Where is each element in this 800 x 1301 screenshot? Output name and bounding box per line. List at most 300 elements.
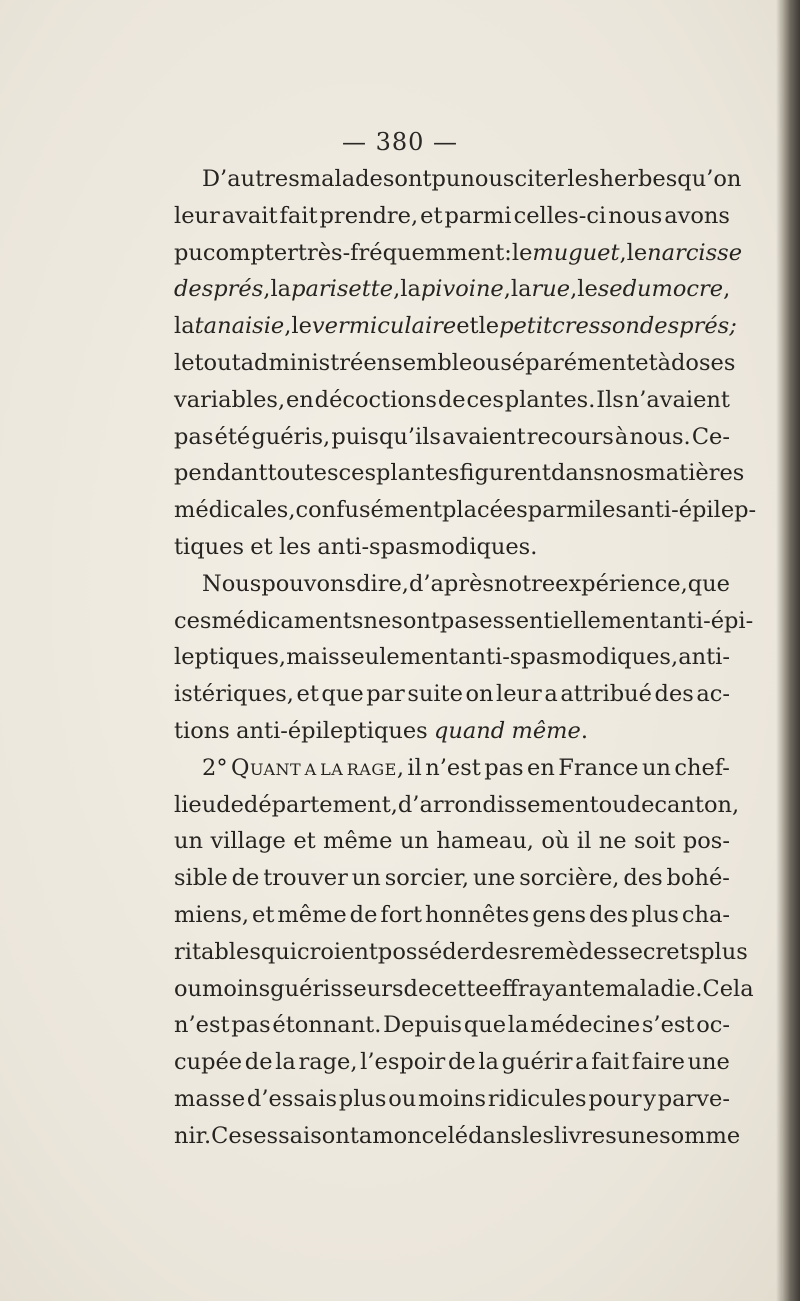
text-run: tiques	[174, 533, 244, 560]
text-line	[174, 713, 730, 750]
word	[331, 419, 441, 456]
text-run: les	[567, 166, 600, 192]
text-run: istériques,	[174, 681, 294, 708]
word	[286, 382, 314, 419]
text-run: décoctions	[314, 386, 437, 413]
word	[479, 603, 659, 640]
word	[263, 860, 348, 897]
italic-text: même	[511, 717, 581, 744]
word	[473, 860, 515, 897]
italic-text: muguet	[532, 239, 620, 266]
word	[352, 860, 381, 897]
word	[232, 860, 260, 897]
text-run: le	[511, 239, 533, 266]
word	[673, 271, 730, 308]
text-run: guérisseurs	[270, 975, 404, 1002]
word	[642, 750, 671, 787]
word	[527, 419, 614, 456]
italic-text: narcisse	[647, 239, 743, 266]
text-run: pas	[439, 607, 480, 634]
word	[174, 603, 211, 640]
text-run: matières	[644, 460, 745, 487]
text-run: gens	[532, 901, 587, 928]
word	[479, 308, 500, 345]
word	[460, 161, 514, 198]
text-run: lieu	[174, 791, 217, 818]
word	[659, 1118, 740, 1155]
text-run: une	[687, 1049, 730, 1076]
text-run: puisqu’ils	[331, 423, 441, 450]
text-run: il	[576, 828, 592, 855]
text-line	[174, 1007, 730, 1044]
text-run: ne	[598, 828, 627, 855]
text-run: la	[510, 276, 532, 303]
text-run: la	[507, 1012, 529, 1039]
word	[667, 860, 730, 897]
word	[279, 529, 311, 566]
word	[322, 1118, 359, 1155]
text-run: attribué	[560, 681, 652, 708]
word	[174, 1007, 230, 1044]
text-run: qui	[260, 938, 297, 965]
italic-text: quand	[434, 717, 506, 744]
word	[339, 455, 376, 492]
word	[420, 198, 442, 235]
word	[202, 750, 228, 787]
text-line	[174, 529, 730, 566]
word	[356, 566, 409, 603]
word	[295, 492, 442, 529]
italic-text: vermiculaire	[311, 313, 457, 340]
text-run: le	[291, 313, 312, 340]
text-run: Cela	[702, 975, 754, 1002]
word	[174, 676, 294, 713]
italic-text: cresson	[552, 313, 640, 340]
text-run: même	[323, 828, 393, 855]
text-run: des	[480, 938, 521, 965]
text-run: et	[250, 533, 273, 560]
text-run: été	[214, 423, 251, 450]
text-run: tout	[194, 349, 241, 376]
word	[440, 603, 479, 640]
word	[305, 750, 317, 787]
word	[174, 713, 230, 750]
word	[231, 750, 301, 787]
text-run: Ils	[596, 386, 624, 413]
text-run: maladie.	[605, 975, 703, 1002]
text-run: la	[400, 276, 421, 303]
word	[605, 455, 645, 492]
text-run: essentiellement	[479, 607, 659, 634]
word	[642, 1007, 695, 1044]
text-run: moins	[202, 975, 271, 1002]
text-run: médicales,	[174, 497, 296, 524]
word	[272, 1007, 381, 1044]
word	[644, 455, 744, 492]
word	[261, 566, 356, 603]
text-run: nous.	[629, 423, 691, 450]
text-line	[174, 823, 730, 860]
text-run: parve-	[657, 1085, 730, 1112]
word	[363, 603, 391, 640]
word	[567, 161, 599, 198]
text-run: de	[626, 791, 655, 818]
word	[174, 419, 213, 456]
word	[505, 382, 596, 419]
word	[347, 750, 404, 787]
text-run: France	[558, 754, 639, 781]
text-line	[174, 971, 754, 1008]
text-run: nous	[460, 166, 515, 192]
text-run: pas	[174, 423, 214, 450]
page-number: — 380 —	[341, 128, 459, 156]
word	[512, 235, 533, 272]
word	[231, 1007, 270, 1044]
word	[241, 345, 364, 382]
word	[245, 1044, 273, 1081]
text-run: tions	[174, 717, 230, 744]
text-run: secrets	[618, 938, 701, 965]
word	[514, 198, 607, 235]
word	[595, 492, 627, 529]
word	[599, 161, 677, 198]
text-run: pendant	[174, 460, 268, 487]
text-run: remèdes	[520, 938, 619, 965]
word	[418, 1081, 486, 1118]
word	[623, 860, 662, 897]
text-run: celles-ci	[513, 202, 607, 229]
word	[275, 1044, 296, 1081]
text-run: et	[296, 681, 319, 708]
word	[615, 419, 628, 456]
word	[577, 271, 598, 308]
text-run: honnêtes	[425, 901, 530, 928]
text-run: sont	[391, 607, 440, 634]
text-line	[174, 934, 748, 971]
word	[617, 1118, 659, 1155]
word	[312, 308, 456, 345]
text-run: plantes.	[504, 386, 596, 413]
word	[654, 787, 739, 824]
text-line	[174, 566, 730, 603]
word	[632, 1044, 685, 1081]
text-run: avaient	[442, 423, 526, 450]
word	[456, 308, 478, 345]
text-run: ,	[723, 276, 731, 303]
text-run: un	[351, 865, 381, 892]
word	[291, 271, 400, 308]
text-run: administré	[240, 349, 364, 376]
word	[388, 1081, 416, 1118]
word	[320, 198, 419, 235]
word	[598, 271, 673, 308]
text-run: n’avaient	[624, 386, 730, 413]
text-run: croient	[296, 938, 378, 965]
text-run: avons	[664, 202, 730, 229]
body-text	[174, 161, 757, 1155]
word	[522, 1118, 554, 1155]
word	[261, 934, 297, 971]
word	[591, 1044, 629, 1081]
word	[484, 750, 523, 787]
word	[174, 639, 286, 676]
text-run: parmi	[527, 497, 595, 524]
text-run: le	[174, 349, 195, 376]
word	[519, 860, 619, 897]
text-run: sorcier,	[384, 865, 470, 892]
word	[174, 897, 249, 934]
text-run: en	[285, 386, 314, 413]
word	[436, 823, 534, 860]
italic-text: ocre	[672, 276, 724, 303]
text-run: nir.	[174, 1122, 212, 1149]
word	[643, 1081, 656, 1118]
text-run: anti-épileptiques	[236, 717, 428, 744]
text-run: fait	[591, 1049, 630, 1076]
word	[174, 787, 216, 824]
word	[679, 308, 737, 345]
text-run: qu’on	[677, 166, 742, 192]
text-line	[174, 455, 745, 492]
word	[512, 713, 588, 750]
text-run: les	[278, 533, 312, 560]
text-run: fait	[279, 202, 318, 229]
text-line	[174, 419, 730, 456]
word	[442, 492, 528, 529]
text-run: le	[626, 239, 648, 266]
text-run: que	[687, 570, 730, 597]
text-run: Nous	[202, 570, 262, 597]
word	[683, 823, 730, 860]
word	[502, 1044, 573, 1081]
text-run: D’autres	[202, 166, 300, 192]
text-run: village	[210, 828, 286, 855]
small-caps-text: Quant	[231, 754, 302, 781]
text-run: leptiques,	[174, 644, 287, 671]
text-run: pour	[588, 1085, 642, 1112]
word	[425, 750, 481, 787]
word	[527, 750, 555, 787]
word	[528, 492, 595, 529]
text-line	[174, 198, 730, 235]
word	[532, 235, 626, 272]
word	[202, 971, 270, 1008]
text-run: notre	[493, 570, 556, 597]
text-run: la	[270, 276, 292, 303]
word	[514, 161, 567, 198]
word	[434, 713, 505, 750]
word	[321, 676, 363, 713]
text-run: ,	[570, 276, 578, 303]
text-run: y	[643, 1085, 656, 1112]
text-run: un	[399, 828, 429, 855]
text-run: nos	[604, 460, 645, 487]
text-run: bohé-	[666, 865, 730, 892]
word	[488, 1081, 587, 1118]
text-run: hameau,	[436, 828, 534, 855]
small-caps-text: rage	[346, 754, 397, 781]
text-run: département,	[243, 791, 398, 818]
text-run: ridicules	[487, 1085, 587, 1112]
text-run: compter	[202, 239, 298, 266]
text-run: ou	[388, 1085, 417, 1112]
word	[448, 1044, 476, 1081]
word	[407, 750, 421, 787]
text-run: et	[456, 313, 479, 340]
text-run: il	[407, 754, 422, 781]
word	[560, 676, 652, 713]
word	[277, 897, 346, 934]
text-run: toutes	[267, 460, 339, 487]
text-run: ensemble	[363, 349, 473, 376]
italic-text: parisette	[291, 276, 394, 303]
word	[520, 934, 618, 971]
text-run: de	[437, 386, 466, 413]
text-run: figurent	[459, 460, 551, 487]
text-run: 2°	[202, 754, 228, 781]
word	[671, 345, 735, 382]
text-run: guéris,	[251, 423, 331, 450]
word	[558, 750, 638, 787]
word	[339, 1081, 387, 1118]
text-run: suite	[407, 681, 463, 708]
text-run: Ce-	[691, 423, 730, 450]
italic-text: pivoine	[420, 276, 504, 303]
text-run: cupée	[174, 1049, 243, 1076]
word	[425, 897, 529, 934]
word	[340, 639, 458, 676]
text-run: seulement	[339, 644, 458, 671]
word	[300, 161, 395, 198]
text-run: a	[544, 681, 558, 708]
word	[696, 1007, 730, 1044]
word	[599, 823, 627, 860]
text-run: d’essais	[246, 1085, 338, 1112]
text-run: somme	[659, 1122, 741, 1149]
text-run: anti-spasmodiques.	[317, 533, 538, 560]
text-run: masse	[174, 1085, 246, 1112]
word	[489, 971, 605, 1008]
text-run: plus	[700, 938, 748, 965]
word	[631, 897, 679, 934]
word	[297, 676, 319, 713]
text-line	[174, 235, 743, 272]
word	[530, 1007, 640, 1044]
text-run: que	[321, 681, 364, 708]
word	[222, 198, 278, 235]
text-run: ces	[466, 386, 504, 413]
text-run: par	[366, 681, 405, 708]
text-run: de	[349, 901, 378, 928]
word	[596, 382, 624, 419]
text-run: recours	[526, 423, 614, 450]
word	[599, 787, 627, 824]
text-run: cha-	[681, 901, 730, 928]
word	[500, 345, 635, 382]
text-run: et	[293, 828, 316, 855]
text-run: la	[174, 313, 195, 340]
text-run: et	[252, 901, 275, 928]
word	[504, 235, 512, 272]
word	[588, 1081, 641, 1118]
text-run: de	[231, 865, 260, 892]
text-run: prendre,	[319, 202, 419, 229]
word	[174, 492, 295, 529]
text-run: malades	[299, 166, 395, 192]
word	[658, 1081, 730, 1118]
word	[270, 271, 291, 308]
text-run: parmi	[444, 202, 512, 229]
word	[385, 860, 469, 897]
text-run: on	[465, 681, 494, 708]
word	[244, 787, 398, 824]
word	[360, 1044, 445, 1081]
text-run: un	[174, 828, 203, 855]
word	[203, 235, 298, 272]
text-run: rage,	[298, 1049, 358, 1076]
word	[635, 345, 657, 382]
text-line	[174, 161, 742, 198]
word	[215, 419, 251, 456]
text-run: ,	[396, 754, 404, 781]
word	[677, 161, 741, 198]
text-run: à	[657, 349, 672, 376]
text-run: ritables	[174, 938, 261, 965]
text-run: en	[527, 754, 555, 781]
text-run: expérience,	[555, 570, 688, 597]
text-run: guérir	[501, 1049, 573, 1076]
text-run: sible	[174, 865, 228, 892]
italic-text: des	[639, 313, 680, 340]
word	[174, 860, 228, 897]
word	[442, 419, 526, 456]
text-run: à	[614, 423, 629, 450]
word	[532, 897, 586, 934]
text-run: ont	[321, 1122, 359, 1149]
text-run: plantes	[376, 460, 460, 487]
word	[317, 529, 537, 566]
text-run: l’espoir	[360, 1049, 446, 1076]
text-run: s’est	[641, 1012, 695, 1039]
text-run: dire,	[356, 570, 409, 597]
text-run: pu	[431, 166, 461, 192]
word	[366, 676, 405, 713]
text-run: très-fréquemment	[297, 239, 505, 266]
word	[174, 1081, 245, 1118]
word	[458, 639, 678, 676]
text-run: avait	[221, 202, 278, 229]
text-run: pouvons	[261, 570, 357, 597]
text-run: pu	[174, 239, 203, 266]
text-run: ou	[472, 349, 501, 376]
text-run: le	[478, 313, 500, 340]
text-run: faire	[631, 1049, 685, 1076]
word	[350, 897, 378, 934]
word	[250, 529, 272, 566]
text-run: essais	[253, 1122, 322, 1149]
text-run: étonnant.	[272, 1012, 382, 1039]
text-run: citer	[514, 166, 568, 192]
word	[211, 1118, 253, 1155]
text-run: cette	[431, 975, 489, 1002]
small-caps-text: la	[320, 754, 344, 781]
word	[174, 308, 195, 345]
text-run: séparément	[500, 349, 636, 376]
word	[431, 971, 488, 1008]
word	[551, 455, 605, 492]
word	[174, 971, 202, 1008]
word	[174, 382, 285, 419]
